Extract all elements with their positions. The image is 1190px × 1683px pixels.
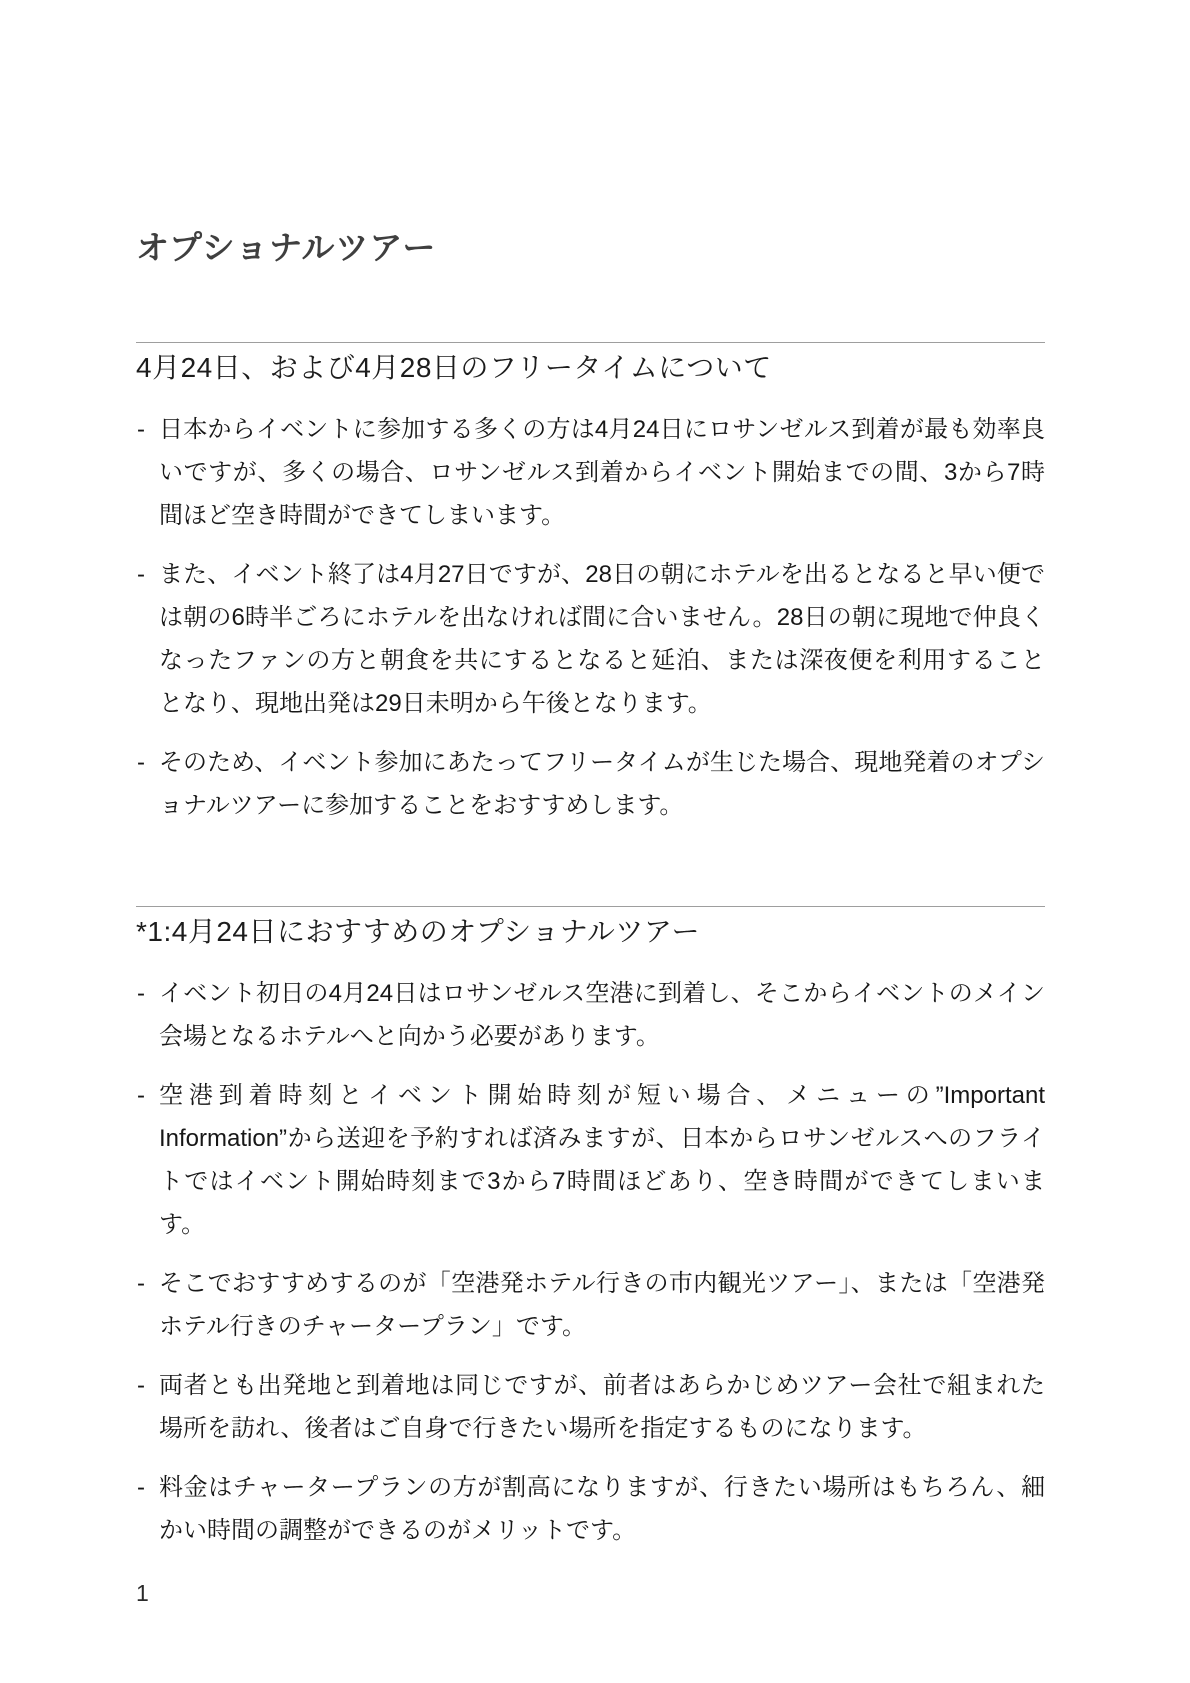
bullet-item [136, 553, 1045, 725]
section-recommended-tours [136, 906, 1045, 1552]
bullet-item [136, 408, 1045, 537]
section-recommended-tours-bullet-list [136, 972, 1045, 1552]
bullet-item [136, 1466, 1045, 1552]
bullet-dash: - [137, 749, 145, 776]
bullet-dash: - [137, 1082, 145, 1109]
bullet-text: イベント初日の4月24日はロサンゼルス空港に到着し、そこからイベントのメイン会場となるホテルへと向かう必要があります。 [159, 980, 1045, 1050]
bullet-text: また、イベント終了は4月27日ですが、28日の朝にホテルを出るとなると早い便では朝の6時半ごろにホテルを出なければ間に合いません。28日の朝に現地で仲良くなったファンの方と朝食を共にするとなると延泊、または深夜便を利用することとなり、現地出発は29日未明から午後となります。 [159, 561, 1045, 717]
bullet-dash: - [137, 980, 145, 1007]
section-recommended-tours-heading: *1:4月24日におすすめのオプショナルツアー [136, 916, 700, 947]
bullet-item [136, 741, 1045, 827]
bullet-text: 空港到着時刻とイベント開始時刻が短い場合、メニューの”Important Information”から送迎を予約すれば済みますが、日本からロサンゼルスへのフライトではイベント開始時刻まで3から7時間ほどあり、空き時間ができてしまいます。 [159, 1082, 1045, 1238]
bullet-dash: - [137, 1372, 145, 1399]
bullet-item [136, 1074, 1045, 1246]
bullet-item [136, 972, 1045, 1058]
page-number: 1 [136, 1580, 149, 1606]
bullet-dash: - [137, 416, 145, 443]
section-free-time-heading: 4月24日、および4月28日のフリータイムについて [136, 352, 772, 383]
bullet-text: 両者とも出発地と到着地は同じですが、前者はあらかじめツアー会社で組まれた場所を訪れ、後者はご自身で行きたい場所を指定するものになります。 [159, 1372, 1045, 1442]
page-title: オプショナルツアー [136, 229, 437, 266]
bullet-dash: - [137, 561, 145, 588]
bullet-item [136, 1364, 1045, 1450]
section-free-time [136, 342, 1045, 827]
bullet-item [136, 1262, 1045, 1348]
section-free-time-bullet-list [136, 408, 1045, 827]
bullet-dash: - [137, 1270, 145, 1297]
bullet-text: 日本からイベントに参加する多くの方は4月24日にロサンゼルス到着が最も効率良いですが、多くの場合、ロサンゼルス到着からイベント開始までの間、3から7時間ほど空き時間ができてしまいます。 [159, 416, 1045, 529]
bullet-text: 料金はチャータープランの方が割高になりますが、行きたい場所はもちろん、細かい時間の調整ができるのがメリットです。 [159, 1474, 1045, 1544]
bullet-text: そのため、イベント参加にあたってフリータイムが生じた場合、現地発着のオプショナルツアーに参加することをおすすめします。 [159, 749, 1045, 819]
bullet-text: そこでおすすめするのが「空港発ホテル行きの市内観光ツアー」、または「空港発ホテル行きのチャータープラン」です。 [159, 1270, 1045, 1340]
bullet-dash: - [137, 1474, 145, 1501]
